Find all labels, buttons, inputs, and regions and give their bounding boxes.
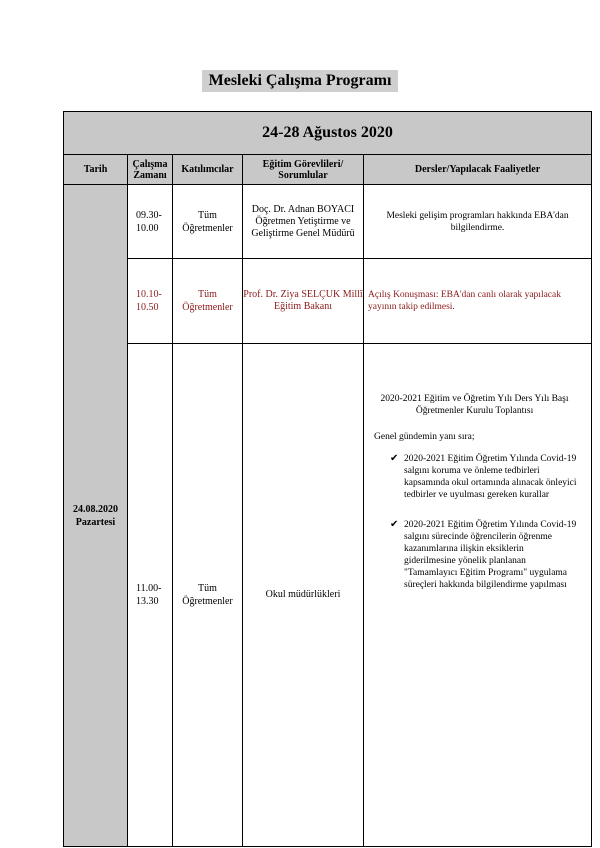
session-activity <box>364 344 592 847</box>
session-participants: Tüm Öğretmenler <box>173 259 243 344</box>
day-weekday: Pazartesi <box>75 516 116 528</box>
header-date: Tarih <box>64 155 128 185</box>
day-date: 24.08.2020 <box>73 503 118 515</box>
session-time <box>128 185 173 259</box>
session-activity: Açılış Konuşması: EBA'dan canlı olarak yapılacak yayının takip edilmesi. <box>364 259 592 344</box>
session-time <box>128 259 173 344</box>
activity-bullet-text: 2020-2021 Eğitim Öğretim Yılında Covid-19 salgını koruma ve önleme tedbirleri kapsamında okul ortamında alınacak önleyici tedbirler ve uyulması gereken kurallar <box>404 454 577 500</box>
check-icon: ✔ <box>390 519 399 530</box>
header-activities: Dersler/Yapılacak Faaliyetler <box>364 155 592 185</box>
session-participants: Tüm Öğretmenler <box>173 344 243 847</box>
session-responsible: Okul müdürlükleri <box>243 344 364 847</box>
day-cell <box>64 185 128 847</box>
session-participants: Tüm Öğretmenler <box>173 185 243 259</box>
session-responsible: Doç. Dr. Adnan BOYACI Öğretmen Yetiştirme ve Geliştirme Genel Müdürü <box>243 185 364 259</box>
session-time <box>128 344 173 847</box>
session-time-text: 09.30- 10.00 <box>136 209 162 234</box>
header-participants: Katılımcılar <box>173 155 243 185</box>
week-header-row <box>64 112 592 155</box>
schedule-table <box>63 111 592 847</box>
session-time-text: 10.10- 10.50 <box>136 289 162 313</box>
session-responsible: Prof. Dr. Ziya SELÇUK Millî Eğitim Bakanı <box>243 259 364 344</box>
session-time-text: 11.00- 13.30 <box>136 583 162 607</box>
table-row <box>64 259 592 344</box>
activity-intro: Genel gündemin yanı sıra; <box>374 432 475 442</box>
column-header-row <box>64 155 592 185</box>
activity-bullet-text: 2020-2021 Eğitim Öğretim Yılında Covid-19 salgını sürecinde öğrencilerin öğrenme kazanımlarına ilişkin eksiklerin giderilmesine yönelik planlanan "Tamamlayıcı Eğitim Programı" uygulama süreçleri hakkında bilgilendirme yapılması <box>404 520 577 590</box>
table-row <box>64 344 592 847</box>
table-row <box>64 185 592 259</box>
activity-bullet <box>390 453 577 501</box>
header-responsible: Eğitim Görevlileri/ Sorumlular <box>243 155 364 185</box>
header-time: Çalışma Zamanı <box>128 155 173 185</box>
session-activity: Mesleki gelişim programları hakkında EBA'dan bilgilendirme. <box>364 185 592 259</box>
week-range: 24-28 Ağustos 2020 <box>64 112 592 155</box>
check-icon: ✔ <box>390 453 399 464</box>
page-title: Mesleki Çalışma Programı <box>202 70 398 92</box>
activity-title: 2020-2021 Eğitim ve Öğretim Yılı Ders Yılı Başı Öğretmenler Kurulu Toplantısı <box>380 394 569 416</box>
activity-bullet <box>390 519 577 591</box>
